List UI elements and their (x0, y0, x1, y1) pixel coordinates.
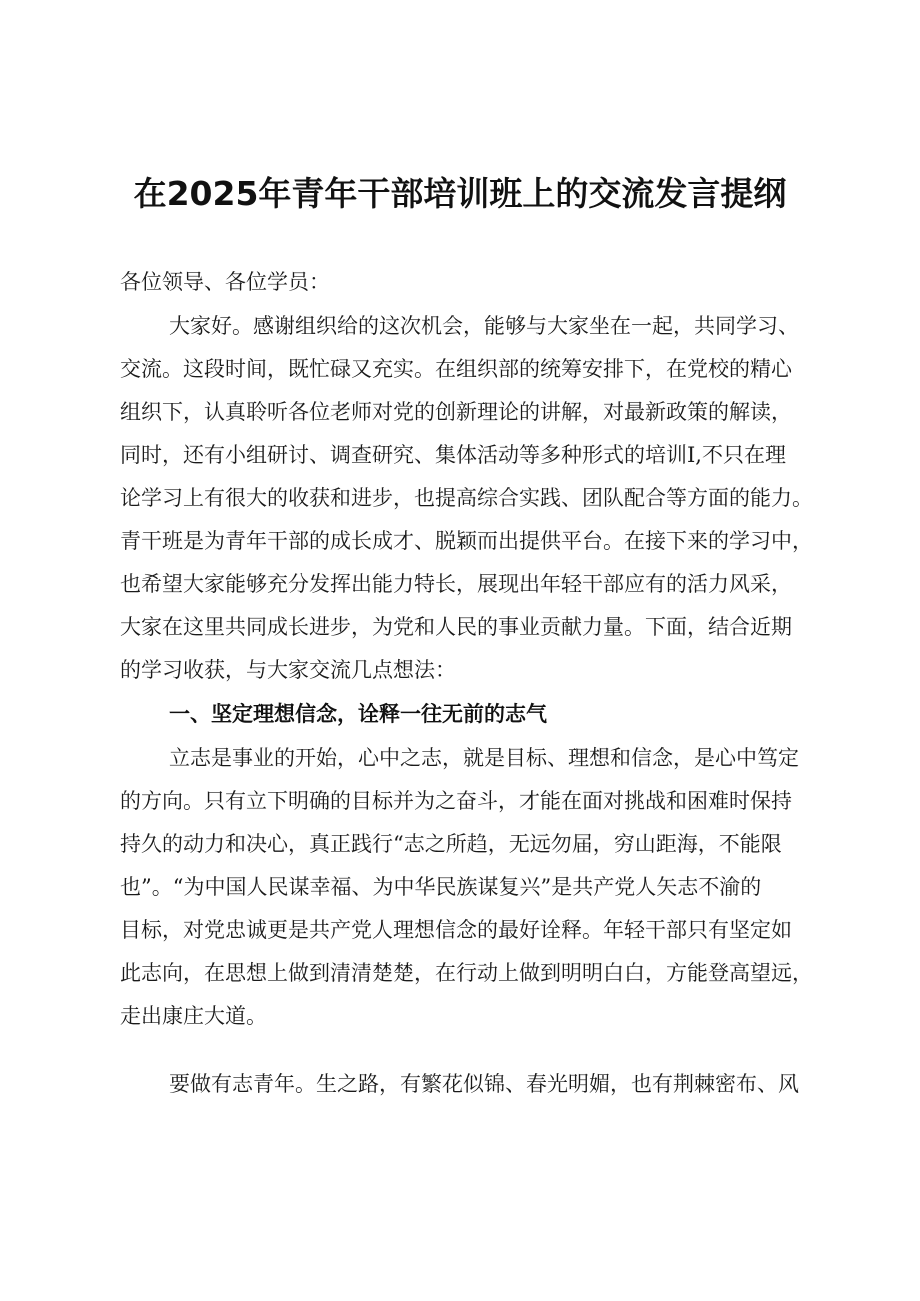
document-title: 在2025年青年干部培训班上的交流发言提纲 (133, 174, 787, 213)
paragraph-line: 交流。这段时间，既忙碌又充实。在组织部的统筹安排下，在党校的精心 (120, 357, 792, 381)
paragraph-line: 目标，对党忠诚更是共产党人理想信念的最好诠释。年轻干部只有坚定如 (120, 918, 792, 942)
paragraph-line: 此志向，在思想上做到清清楚楚，在行动上做到明明白白，方能登高望远， (120, 961, 813, 985)
paragraph-line: 组织下，认真聆听各位老师对党的创新理论的讲解，对最新政策的解读， (120, 400, 792, 424)
paragraph-line: 持久的动力和决心，真正践行“志之所趋，无远勿届，穷山距海，不能限 (120, 832, 782, 856)
salutation: 各位领导、各位学员： (120, 270, 330, 294)
paragraph-line: 也希望大家能够充分发挥出能力特长，展现出年轻干部应有的活力风采， (120, 572, 792, 596)
paragraph-line: 大家在这里共同成长进步，为党和人民的事业贡献力量。下面，结合近期 (120, 615, 792, 639)
paragraph-line: 大家好。感谢组织给的这次机会，能够与大家坐在一起，共同学习、 (169, 314, 799, 338)
paragraph-line: 也”。“为中国人民谋幸福、为中华民族谋复兴”是共产党人矢志不渝的 (120, 875, 762, 899)
paragraph-line: 走出康庄大道。 (120, 1004, 267, 1028)
paragraph-line: 要做有志青年。生之路，有繁花似锦、春光明媚，也有荆棘密布、风 (169, 1072, 799, 1096)
paragraph-line: 的学习收获，与大家交流几点想法： (120, 658, 456, 682)
paragraph-line: 青干班是为青年干部的成长成才、脱颖而出提供平台。在接下来的学习中， (120, 529, 813, 553)
section-heading: 一、坚定理想信念，诠释一往无前的志气 (169, 701, 547, 726)
paragraph-line: 的方向。只有立下明确的目标并为之奋斗，才能在面对挑战和困难时保持 (120, 789, 792, 813)
paragraph-line: 同时，还有小组研讨、调查研究、集体活动等多种形式的培训I,不只在理 (120, 443, 786, 467)
paragraph-line: 论学习上有很大的收获和进步，也提高综合实践、团队配合等方面的能力。 (120, 486, 813, 510)
paragraph-line: 立志是事业的开始，心中之志，就是目标、理想和信念，是心中笃定 (169, 746, 799, 770)
